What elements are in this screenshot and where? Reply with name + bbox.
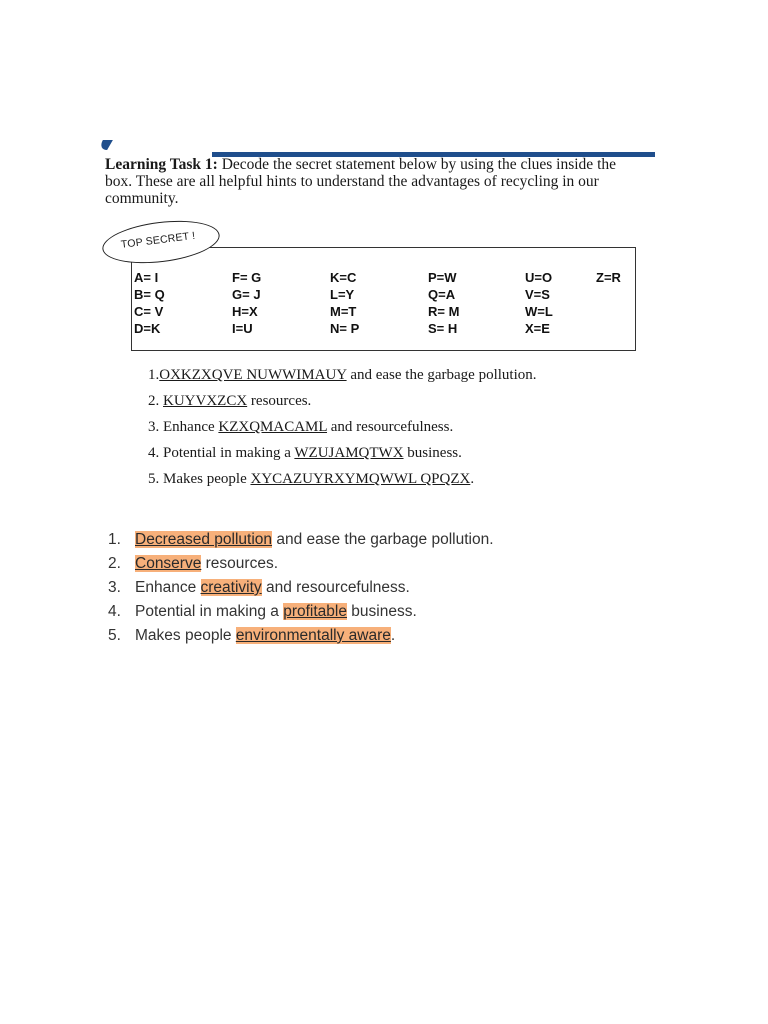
answer-item — [108, 601, 494, 625]
header-accent — [97, 140, 113, 150]
cipher-entry: R= M — [428, 304, 460, 319]
answer-number: 5. — [108, 627, 121, 644]
clue-prefix: 5. Makes people — [148, 471, 251, 487]
top-secret-label: TOP SECRET ! — [120, 229, 196, 251]
answer-item — [108, 625, 494, 649]
cipher-entry: W=L — [525, 304, 553, 319]
cipher-entry: K=C — [330, 270, 357, 285]
cipher-entry: A= I — [134, 270, 159, 285]
list-item — [148, 416, 537, 442]
task-text: Decode the secret statement below by using the clues inside the box. These are all helpful hints to understand the advantages of recycling in our community. — [105, 156, 617, 207]
highlighted-answer: creativity — [200, 579, 262, 596]
highlighted-answer: profitable — [283, 603, 347, 620]
list-item — [148, 442, 537, 468]
answer-number: 2. — [108, 555, 121, 572]
answer-after: and ease the garbage pollution. — [272, 531, 494, 548]
answer-after: . — [390, 627, 396, 644]
task-instructions — [105, 156, 645, 207]
cipher-entry: N= P — [330, 321, 360, 336]
cipher-entry: Z=R — [596, 270, 621, 285]
clue-prefix: 4. Potential in making a — [148, 445, 295, 461]
encoded-word: XYCAZUYRXYMQWWL QPQZX — [250, 471, 471, 487]
cipher-box — [131, 247, 636, 351]
clue-prefix: 3. Enhance — [148, 419, 219, 435]
cipher-entry: D=K — [134, 321, 161, 336]
list-item — [148, 390, 537, 416]
clue-suffix: . — [470, 471, 475, 487]
encoded-word: OXKZXQVE NUWWIMAUY — [159, 367, 347, 383]
answer-item — [108, 529, 494, 553]
cipher-entry: V=S — [525, 287, 550, 302]
encoded-word: KUYVXZCX — [163, 393, 248, 409]
cipher-entry: F= G — [232, 270, 262, 285]
cipher-entry: P=W — [428, 270, 457, 285]
answer-after: resources. — [201, 555, 279, 572]
cipher-entry: L=Y — [330, 287, 355, 302]
list-item — [148, 468, 537, 494]
highlighted-answer: Conserve — [135, 555, 202, 572]
answer-number: 3. — [108, 579, 121, 596]
highlighted-answer: Decreased pollution — [135, 531, 273, 548]
cipher-entry: S= H — [428, 321, 458, 336]
cipher-entry: C= V — [134, 304, 164, 319]
cipher-entry: G= J — [232, 287, 261, 302]
answer-before: Potential in making a — [135, 603, 284, 620]
clue-suffix: resources. — [247, 393, 312, 409]
encoded-word: KZXQMACAML — [218, 419, 328, 435]
answer-item — [108, 577, 494, 601]
answer-number: 4. — [108, 603, 121, 620]
cipher-entry: M=T — [330, 304, 357, 319]
answer-before: Enhance — [135, 579, 201, 596]
cipher-entry: B= Q — [134, 287, 165, 302]
cipher-entry: H=X — [232, 304, 258, 319]
cipher-entry: X=E — [525, 321, 550, 336]
clue-suffix: and ease the garbage pollution. — [346, 367, 537, 383]
clue-suffix: business. — [403, 445, 462, 461]
answer-number: 1. — [108, 531, 121, 548]
task-heading: Learning Task 1: — [105, 156, 218, 173]
cipher-entry: I=U — [232, 321, 253, 336]
highlighted-answer: environmentally aware — [235, 627, 391, 644]
clue-prefix: 1. — [148, 367, 160, 383]
list-item — [148, 364, 537, 390]
answer-item — [108, 553, 494, 577]
clue-prefix: 2. — [148, 393, 163, 409]
encoded-word: WZUJAMQTWX — [294, 445, 404, 461]
decoded-answers — [108, 529, 494, 649]
cipher-entry: Q=A — [428, 287, 456, 302]
encoded-statements — [148, 364, 537, 494]
cipher-entry: U=O — [525, 270, 553, 285]
answer-before: Makes people — [135, 627, 236, 644]
clue-suffix: and resourcefulness. — [327, 419, 454, 435]
answer-after: business. — [346, 603, 417, 620]
answer-after: and resourcefulness. — [261, 579, 410, 596]
